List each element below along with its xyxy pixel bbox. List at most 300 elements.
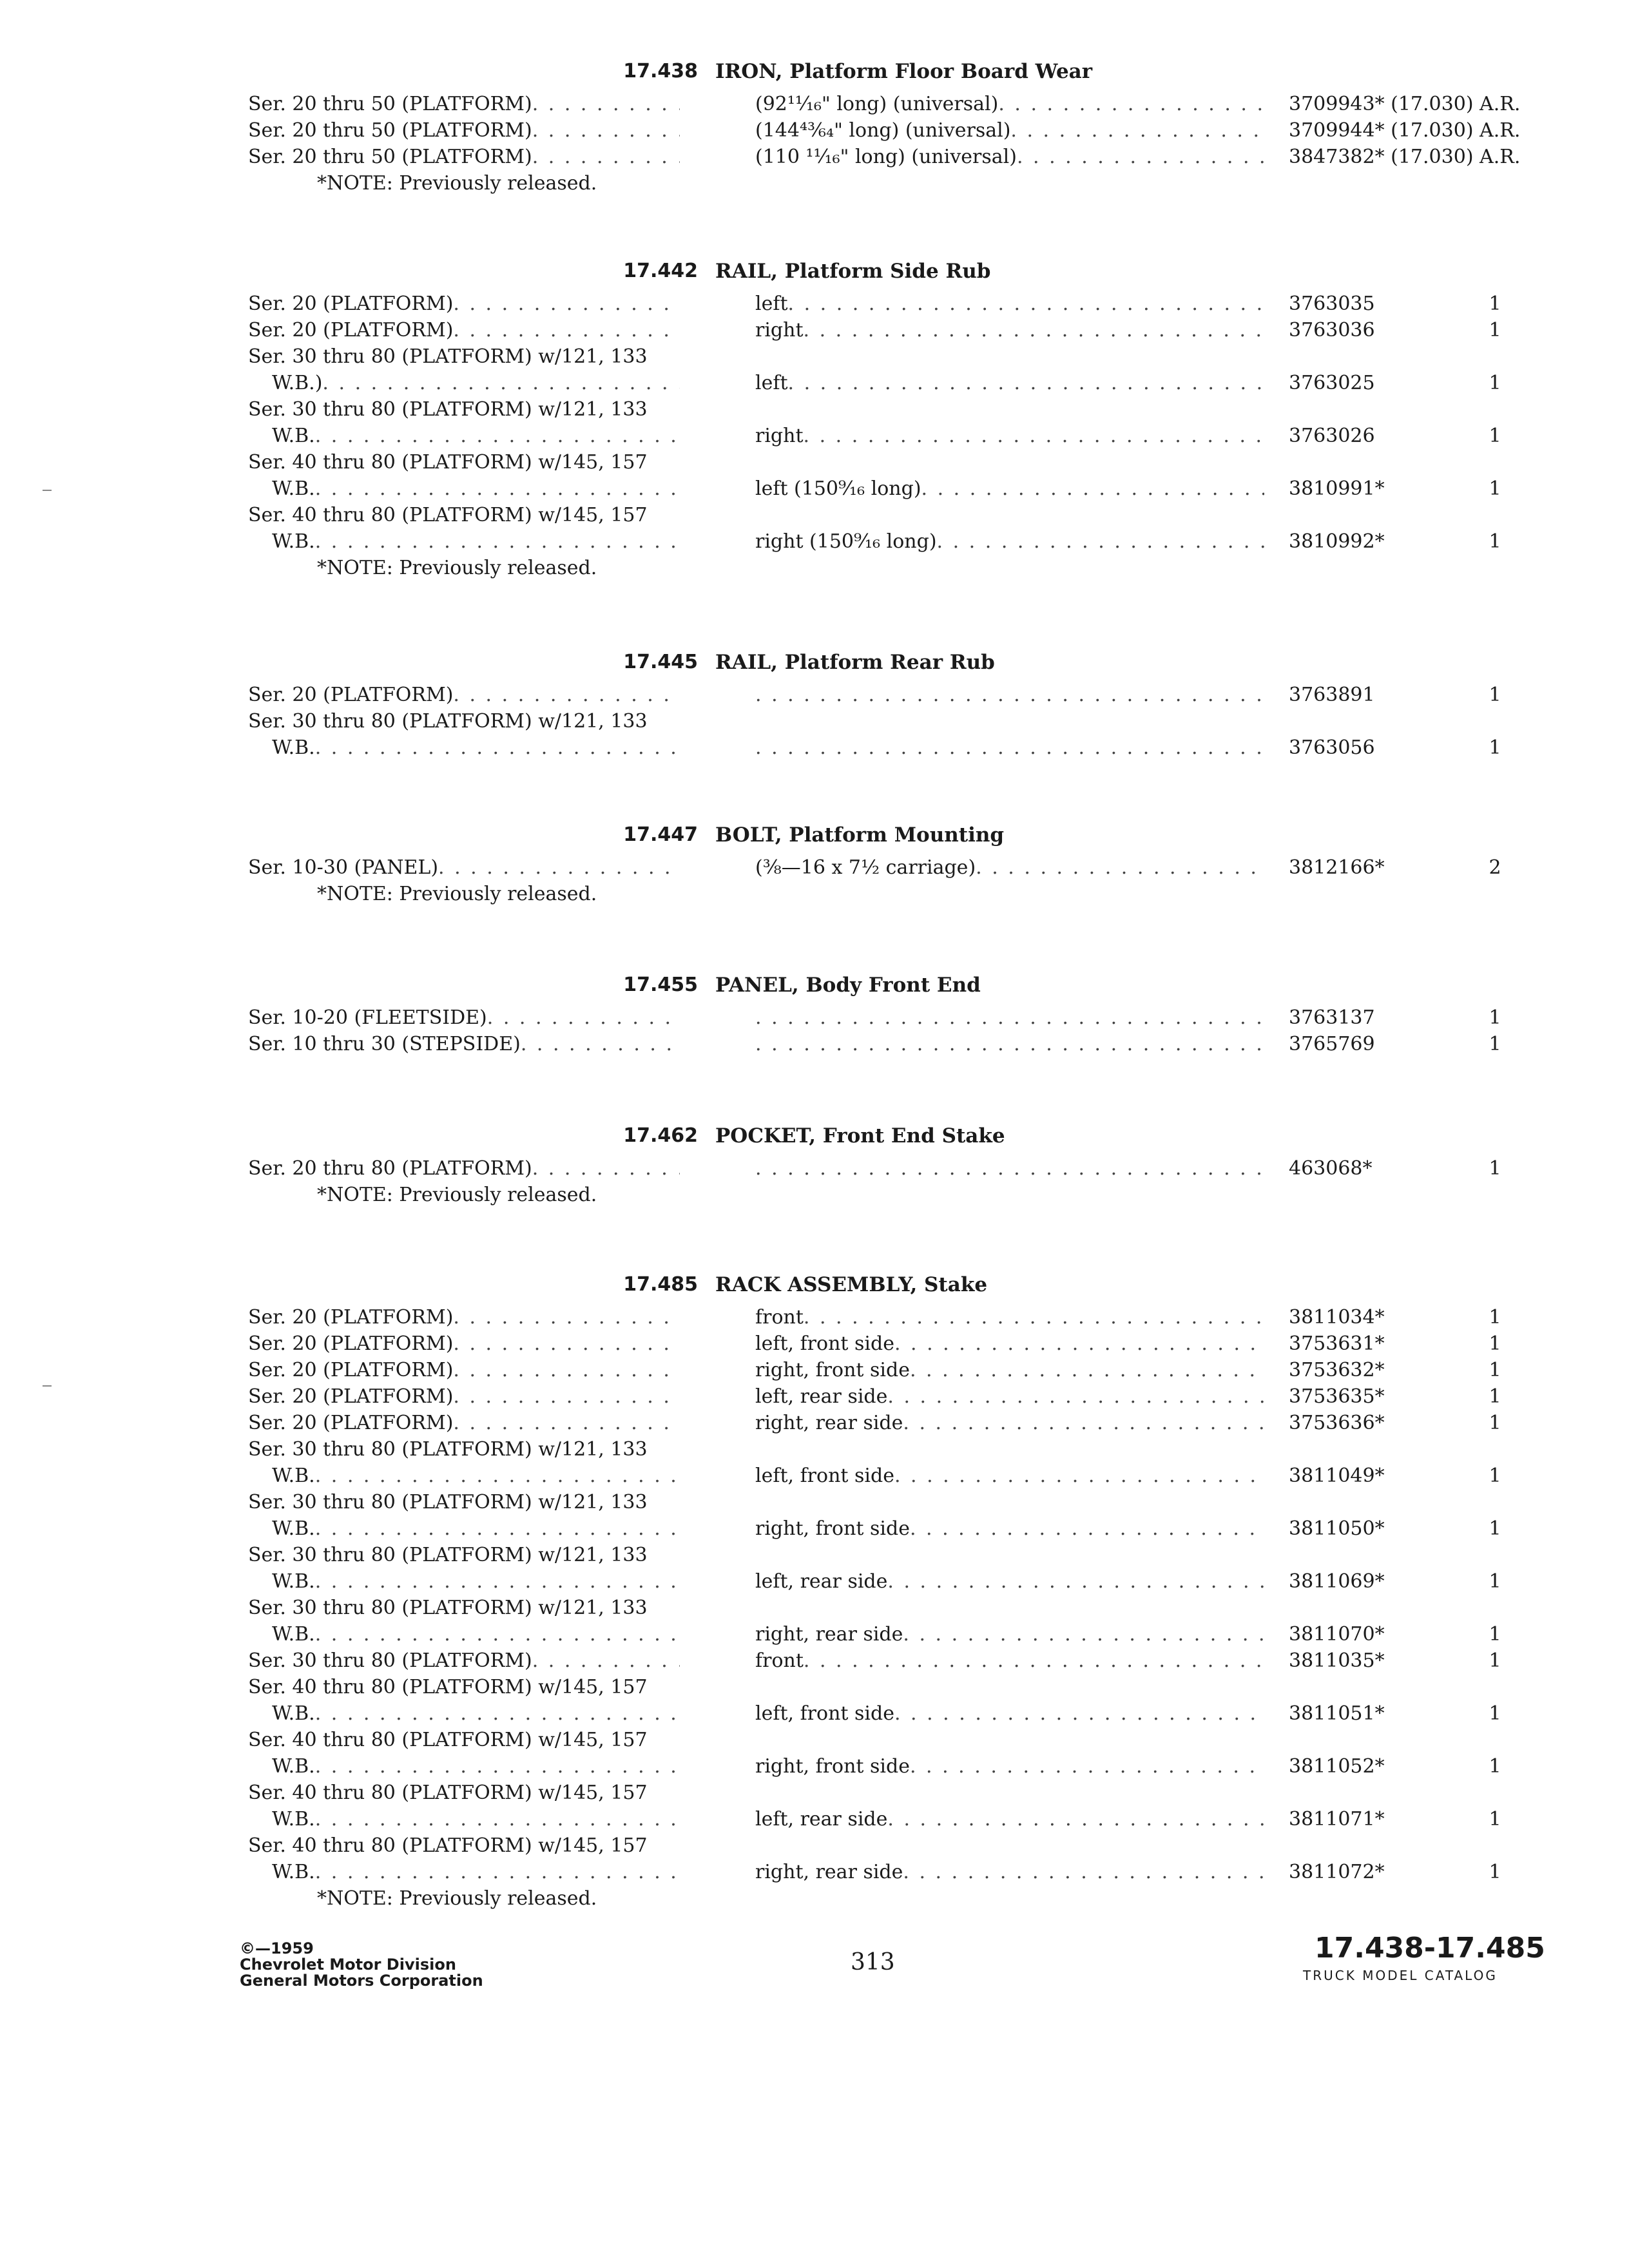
parts-row xyxy=(0,1031,1629,1057)
parts-row xyxy=(0,1542,1629,1595)
quantity: 1 xyxy=(1489,1702,1501,1725)
part-number: 463068* xyxy=(1289,1157,1373,1180)
quantity: 1 xyxy=(1489,1157,1501,1180)
part-number: 3811071* xyxy=(1289,1808,1385,1831)
leader-dots xyxy=(788,370,1264,396)
application-cell xyxy=(248,317,680,343)
leader-dots xyxy=(315,1753,680,1780)
application-line xyxy=(248,1648,680,1674)
description-cell xyxy=(755,1463,1264,1489)
quantity: 1 xyxy=(1489,1649,1501,1672)
section-number: 17.442 xyxy=(623,260,698,282)
application-line xyxy=(248,1436,680,1463)
part-description: right, front side xyxy=(755,1517,910,1540)
application-text: Ser. 20 thru 50 (PLATFORM) xyxy=(248,93,532,115)
quantity: 1 xyxy=(1489,1861,1501,1883)
quantity: 1 xyxy=(1489,530,1501,553)
section-note: *NOTE: Previously released. xyxy=(317,172,597,195)
part-description: right, front side xyxy=(755,1359,910,1381)
application-text: Ser. 30 thru 80 (PLATFORM) w/121, 133 xyxy=(248,1438,648,1461)
leader-dots xyxy=(887,1383,1264,1410)
parts-row xyxy=(0,1674,1629,1727)
application-cell xyxy=(248,1004,680,1031)
quantity: 1 xyxy=(1489,1755,1501,1778)
parts-row xyxy=(0,502,1629,555)
quantity: 1 xyxy=(1489,736,1501,759)
application-line xyxy=(248,1410,680,1436)
application-cell xyxy=(248,1383,680,1410)
leader-dots xyxy=(315,476,680,502)
application-line xyxy=(248,1463,680,1489)
description-cell xyxy=(755,1700,1264,1727)
part-description: left, front side xyxy=(755,1465,894,1487)
leader-dots xyxy=(453,1410,680,1436)
catalog-section xyxy=(0,974,1629,1057)
part-description: right (150⁹⁄₁₆ long) xyxy=(755,530,937,553)
leader-dots xyxy=(755,735,1264,761)
leader-dots xyxy=(804,317,1264,343)
description-cell xyxy=(755,1568,1264,1595)
application-text: Ser. 20 (PLATFORM) xyxy=(248,684,454,706)
application-cell xyxy=(248,1155,680,1182)
application-cell xyxy=(248,291,680,317)
parts-row xyxy=(0,1489,1629,1542)
application-cell xyxy=(248,1436,680,1489)
description-cell xyxy=(755,1806,1264,1832)
application-line xyxy=(248,1304,680,1331)
leader-dots xyxy=(903,1410,1264,1436)
application-cell xyxy=(248,449,680,502)
part-number: 3753636* xyxy=(1289,1412,1385,1434)
footer-publisher xyxy=(240,1941,483,1989)
part-description: right, front side xyxy=(755,1755,910,1778)
parts-row xyxy=(0,1832,1629,1885)
application-text: Ser. 20 (PLATFORM) xyxy=(248,1412,454,1434)
application-cell xyxy=(248,117,680,144)
application-text: Ser. 10 thru 30 (STEPSIDE) xyxy=(248,1033,521,1055)
parts-row xyxy=(0,1436,1629,1489)
part-description: left, rear side xyxy=(755,1385,888,1408)
leader-dots xyxy=(894,1331,1264,1357)
application-line xyxy=(248,1004,680,1031)
leader-dots xyxy=(921,476,1264,502)
description-cell xyxy=(755,854,1264,881)
application-wheelbase: W.B. xyxy=(272,1702,315,1725)
parts-row xyxy=(0,449,1629,502)
part-description: (144⁴³⁄₆₄" long) (universal) xyxy=(755,119,1011,142)
part-description: left (150⁹⁄₁₆ long) xyxy=(755,477,921,500)
leader-dots xyxy=(453,1357,680,1383)
application-line xyxy=(248,1753,680,1780)
parts-row xyxy=(0,1727,1629,1780)
parts-row xyxy=(0,343,1629,396)
leader-dots xyxy=(894,1463,1264,1489)
description-cell xyxy=(755,1383,1264,1410)
application-cell xyxy=(248,1780,680,1832)
part-description: right xyxy=(755,425,804,447)
application-wheelbase: W.B. xyxy=(272,477,315,500)
leader-dots xyxy=(887,1806,1264,1832)
section-note: *NOTE: Previously released. xyxy=(317,557,597,579)
application-cell xyxy=(248,708,680,761)
part-number: 3763026 xyxy=(1289,425,1375,447)
description-cell xyxy=(755,1357,1264,1383)
description-cell xyxy=(755,1859,1264,1885)
section-title: IRON, Platform Floor Board Wear xyxy=(715,60,1093,83)
application-cell xyxy=(248,1542,680,1595)
parts-row xyxy=(0,317,1629,343)
parts-row xyxy=(0,854,1629,881)
page-range: 17.438-17.485 xyxy=(1315,1932,1545,1965)
section-number: 17.438 xyxy=(623,60,698,82)
quantity: 1 xyxy=(1489,1359,1501,1381)
description-cell xyxy=(755,91,1264,117)
part-number: 3811051* xyxy=(1289,1702,1385,1725)
application-wheelbase: W.B. xyxy=(272,736,315,759)
section-note: *NOTE: Previously released. xyxy=(317,1184,597,1206)
application-line xyxy=(248,291,680,317)
application-text: Ser. 40 thru 80 (PLATFORM) w/145, 157 xyxy=(248,504,648,526)
margin-mark xyxy=(43,1385,52,1387)
leader-dots xyxy=(998,91,1264,117)
quantity: 1 xyxy=(1489,1332,1501,1355)
description-cell xyxy=(755,317,1264,343)
parts-row xyxy=(0,1004,1629,1031)
catalog-name: TRUCK MODEL CATALOG xyxy=(1303,1968,1498,1983)
quantity: 1 xyxy=(1489,684,1501,706)
section-title: PANEL, Body Front End xyxy=(715,974,981,997)
leader-dots xyxy=(804,423,1264,449)
parts-row xyxy=(0,1331,1629,1357)
parts-row xyxy=(0,1357,1629,1383)
application-text: Ser. 40 thru 80 (PLATFORM) w/145, 157 xyxy=(248,451,648,474)
part-number: 3753632* xyxy=(1289,1359,1385,1381)
part-number: 3763025 xyxy=(1289,372,1375,394)
description-cell xyxy=(755,735,1264,761)
application-text: Ser. 10-30 (PANEL) xyxy=(248,856,439,879)
leader-dots xyxy=(755,1155,1264,1182)
part-description: (³⁄₈—16 x 7½ carriage) xyxy=(755,856,976,879)
section-header xyxy=(0,1273,1629,1304)
leader-dots xyxy=(315,528,680,555)
parts-row xyxy=(0,708,1629,761)
parts-row xyxy=(0,117,1629,144)
description-cell xyxy=(755,1004,1264,1031)
leader-dots xyxy=(910,1515,1264,1542)
leader-dots xyxy=(903,1621,1264,1648)
application-line xyxy=(248,1155,680,1182)
part-number: 3811072* xyxy=(1289,1861,1385,1883)
part-description: left, rear side xyxy=(755,1570,888,1593)
application-line xyxy=(248,1489,680,1515)
application-cell xyxy=(248,854,680,881)
part-number: 3811070* xyxy=(1289,1623,1385,1646)
application-text: Ser. 20 thru 50 (PLATFORM) xyxy=(248,146,532,168)
parts-row xyxy=(0,91,1629,117)
leader-dots xyxy=(903,1859,1264,1885)
leader-dots xyxy=(315,1515,680,1542)
application-cell xyxy=(248,502,680,555)
application-text: Ser. 20 (PLATFORM) xyxy=(248,1306,454,1329)
page-number: 313 xyxy=(851,1949,895,1975)
leader-dots xyxy=(532,91,680,117)
part-number: 3811050* xyxy=(1289,1517,1385,1540)
leader-dots xyxy=(887,1568,1264,1595)
part-number: 3811069* xyxy=(1289,1570,1385,1593)
section-header xyxy=(0,974,1629,1004)
part-number: 3812166* xyxy=(1289,856,1385,879)
part-number: 3763137 xyxy=(1289,1006,1375,1029)
part-number: 3810992* xyxy=(1289,530,1385,553)
application-wheelbase: W.B. xyxy=(272,1623,315,1646)
section-header xyxy=(0,60,1629,91)
leader-dots xyxy=(453,1304,680,1331)
application-line xyxy=(248,117,680,144)
description-cell xyxy=(755,117,1264,144)
application-line xyxy=(248,1331,680,1357)
description-cell xyxy=(755,370,1264,396)
section-number: 17.485 xyxy=(623,1273,698,1296)
application-text: Ser. 30 thru 80 (PLATFORM) w/121, 133 xyxy=(248,1544,648,1566)
application-cell xyxy=(248,1727,680,1780)
leader-dots xyxy=(788,291,1264,317)
description-cell xyxy=(755,1648,1264,1674)
description-cell xyxy=(755,1331,1264,1357)
part-number: 3847382* (17.030) A.R. xyxy=(1289,146,1521,168)
part-description: front xyxy=(755,1306,804,1329)
leader-dots xyxy=(804,1304,1264,1331)
part-number: 3763056 xyxy=(1289,736,1375,759)
parts-row xyxy=(0,682,1629,708)
section-title: RAIL, Platform Rear Rub xyxy=(715,651,995,674)
parts-row xyxy=(0,1155,1629,1182)
leader-dots xyxy=(532,1648,680,1674)
application-line xyxy=(248,1727,680,1753)
application-text: Ser. 30 thru 80 (PLATFORM) w/121, 133 xyxy=(248,1597,648,1619)
quantity: 1 xyxy=(1489,372,1501,394)
catalog-section xyxy=(0,260,1629,581)
section-note: *NOTE: Previously released. xyxy=(317,1887,597,1910)
parts-row xyxy=(0,291,1629,317)
application-line xyxy=(248,1031,680,1057)
quantity: 1 xyxy=(1489,1570,1501,1593)
part-number: 3753635* xyxy=(1289,1385,1385,1408)
application-cell xyxy=(248,1304,680,1331)
section-title: BOLT, Platform Mounting xyxy=(715,823,1005,847)
application-line xyxy=(248,1383,680,1410)
leader-dots xyxy=(755,1031,1264,1057)
application-text: Ser. 20 (PLATFORM) xyxy=(248,293,454,315)
quantity: 2 xyxy=(1489,856,1501,879)
application-line xyxy=(248,1806,680,1832)
leader-dots xyxy=(453,317,680,343)
quantity: 1 xyxy=(1489,293,1501,315)
application-cell xyxy=(248,1031,680,1057)
quantity: 1 xyxy=(1489,1517,1501,1540)
leader-dots xyxy=(315,1568,680,1595)
application-line xyxy=(248,317,680,343)
leader-dots xyxy=(453,1331,680,1357)
application-line xyxy=(248,1780,680,1806)
leader-dots xyxy=(315,735,680,761)
application-cell xyxy=(248,91,680,117)
catalog-section xyxy=(0,1124,1629,1208)
parts-row xyxy=(0,144,1629,170)
part-number: 3811034* xyxy=(1289,1306,1385,1329)
section-header xyxy=(0,651,1629,682)
application-cell xyxy=(248,1489,680,1542)
application-line xyxy=(248,476,680,502)
application-line xyxy=(248,1568,680,1595)
application-wheelbase: W.B. xyxy=(272,425,315,447)
quantity: 1 xyxy=(1489,1808,1501,1831)
leader-dots xyxy=(487,1004,680,1031)
application-line xyxy=(248,1674,680,1700)
description-cell xyxy=(755,1515,1264,1542)
application-line xyxy=(248,708,680,735)
part-description: right xyxy=(755,319,804,341)
leader-dots xyxy=(315,423,680,449)
application-text: Ser. 20 (PLATFORM) xyxy=(248,319,454,341)
application-text: Ser. 40 thru 80 (PLATFORM) w/145, 157 xyxy=(248,1676,648,1698)
application-text: Ser. 20 (PLATFORM) xyxy=(248,1359,454,1381)
part-number: 3811035* xyxy=(1289,1649,1385,1672)
part-description: left xyxy=(755,372,788,394)
description-cell xyxy=(755,1753,1264,1780)
quantity: 1 xyxy=(1489,425,1501,447)
leader-dots xyxy=(1010,117,1264,144)
leader-dots xyxy=(315,1463,680,1489)
description-cell xyxy=(755,291,1264,317)
application-line xyxy=(248,1859,680,1885)
leader-dots xyxy=(937,528,1264,555)
application-text: Ser. 30 thru 80 (PLATFORM) w/121, 133 xyxy=(248,1491,648,1514)
application-text: Ser. 20 thru 80 (PLATFORM) xyxy=(248,1157,532,1180)
footer-division: Chevrolet Motor Division xyxy=(240,1956,456,1974)
margin-mark xyxy=(43,490,52,491)
leader-dots xyxy=(804,1648,1264,1674)
application-text: Ser. 40 thru 80 (PLATFORM) w/145, 157 xyxy=(248,1729,648,1751)
quantity: 1 xyxy=(1489,1033,1501,1055)
parts-row xyxy=(0,1595,1629,1648)
part-number: 3709944* (17.030) A.R. xyxy=(1289,119,1521,142)
catalog-section xyxy=(0,823,1629,907)
description-cell xyxy=(755,423,1264,449)
application-cell xyxy=(248,396,680,449)
application-text: Ser. 30 thru 80 (PLATFORM) w/121, 133 xyxy=(248,345,648,368)
quantity: 1 xyxy=(1489,319,1501,341)
footer-copyright: ©—1959 xyxy=(240,1939,314,1957)
application-wheelbase: W.B. xyxy=(272,1861,315,1883)
application-wheelbase: W.B. xyxy=(272,530,315,553)
application-line xyxy=(248,370,680,396)
leader-dots xyxy=(1017,144,1264,170)
application-wheelbase: W.B. xyxy=(272,1755,315,1778)
section-title: RACK ASSEMBLY, Stake xyxy=(715,1273,988,1296)
description-cell xyxy=(755,1621,1264,1648)
application-line xyxy=(248,396,680,423)
application-text: Ser. 30 thru 80 (PLATFORM) w/121, 133 xyxy=(248,398,648,421)
application-line xyxy=(248,1515,680,1542)
application-cell xyxy=(248,1357,680,1383)
section-number: 17.462 xyxy=(623,1124,698,1147)
parts-row xyxy=(0,1304,1629,1331)
quantity: 1 xyxy=(1489,477,1501,500)
leader-dots xyxy=(315,1700,680,1727)
application-cell xyxy=(248,1410,680,1436)
part-description: left, front side xyxy=(755,1702,894,1725)
application-line xyxy=(248,91,680,117)
leader-dots xyxy=(453,291,680,317)
application-text: Ser. 30 thru 80 (PLATFORM) w/121, 133 xyxy=(248,710,648,733)
application-cell xyxy=(248,343,680,396)
application-line xyxy=(248,502,680,528)
application-cell xyxy=(248,144,680,170)
footer-corporation: General Motors Corporation xyxy=(240,1972,483,1990)
leader-dots xyxy=(755,682,1264,708)
application-line xyxy=(248,1357,680,1383)
quantity: 1 xyxy=(1489,1465,1501,1487)
application-cell xyxy=(248,1331,680,1357)
application-cell xyxy=(248,1674,680,1727)
section-header xyxy=(0,823,1629,854)
part-description: right, rear side xyxy=(755,1412,903,1434)
section-title: POCKET, Front End Stake xyxy=(715,1124,1005,1148)
application-line xyxy=(248,1595,680,1621)
part-number: 3753631* xyxy=(1289,1332,1385,1355)
application-line xyxy=(248,854,680,881)
leader-dots xyxy=(532,117,680,144)
catalog-section xyxy=(0,651,1629,761)
application-line xyxy=(248,735,680,761)
leader-dots xyxy=(315,1621,680,1648)
application-wheelbase: W.B. xyxy=(272,1517,315,1540)
section-number: 17.455 xyxy=(623,974,698,996)
leader-dots xyxy=(521,1031,680,1057)
description-cell xyxy=(755,476,1264,502)
part-description: (110 ¹¹⁄₁₆" long) (universal) xyxy=(755,146,1017,168)
part-number: 3811049* xyxy=(1289,1465,1385,1487)
part-description: front xyxy=(755,1649,804,1672)
leader-dots xyxy=(322,370,680,396)
section-header xyxy=(0,1124,1629,1155)
section-number: 17.447 xyxy=(623,823,698,846)
section-note: *NOTE: Previously released. xyxy=(317,883,597,905)
leader-dots xyxy=(315,1859,680,1885)
application-text: Ser. 20 thru 50 (PLATFORM) xyxy=(248,119,532,142)
section-number: 17.445 xyxy=(623,651,698,673)
section-header xyxy=(0,260,1629,291)
part-number: 3709943* (17.030) A.R. xyxy=(1289,93,1521,115)
application-wheelbase: W.B.) xyxy=(272,372,323,394)
description-cell xyxy=(755,1304,1264,1331)
description-cell xyxy=(755,528,1264,555)
leader-dots xyxy=(894,1700,1264,1727)
leader-dots xyxy=(438,854,680,881)
application-text: Ser. 30 thru 80 (PLATFORM) xyxy=(248,1649,532,1672)
application-cell xyxy=(248,1648,680,1674)
leader-dots xyxy=(976,854,1264,881)
parts-row xyxy=(0,1383,1629,1410)
part-number: 3763891 xyxy=(1289,684,1375,706)
application-line xyxy=(248,1621,680,1648)
application-line xyxy=(248,528,680,555)
description-cell xyxy=(755,1410,1264,1436)
quantity: 1 xyxy=(1489,1412,1501,1434)
application-line xyxy=(248,1832,680,1859)
application-text: Ser. 20 (PLATFORM) xyxy=(248,1332,454,1355)
section-title: RAIL, Platform Side Rub xyxy=(715,260,991,283)
